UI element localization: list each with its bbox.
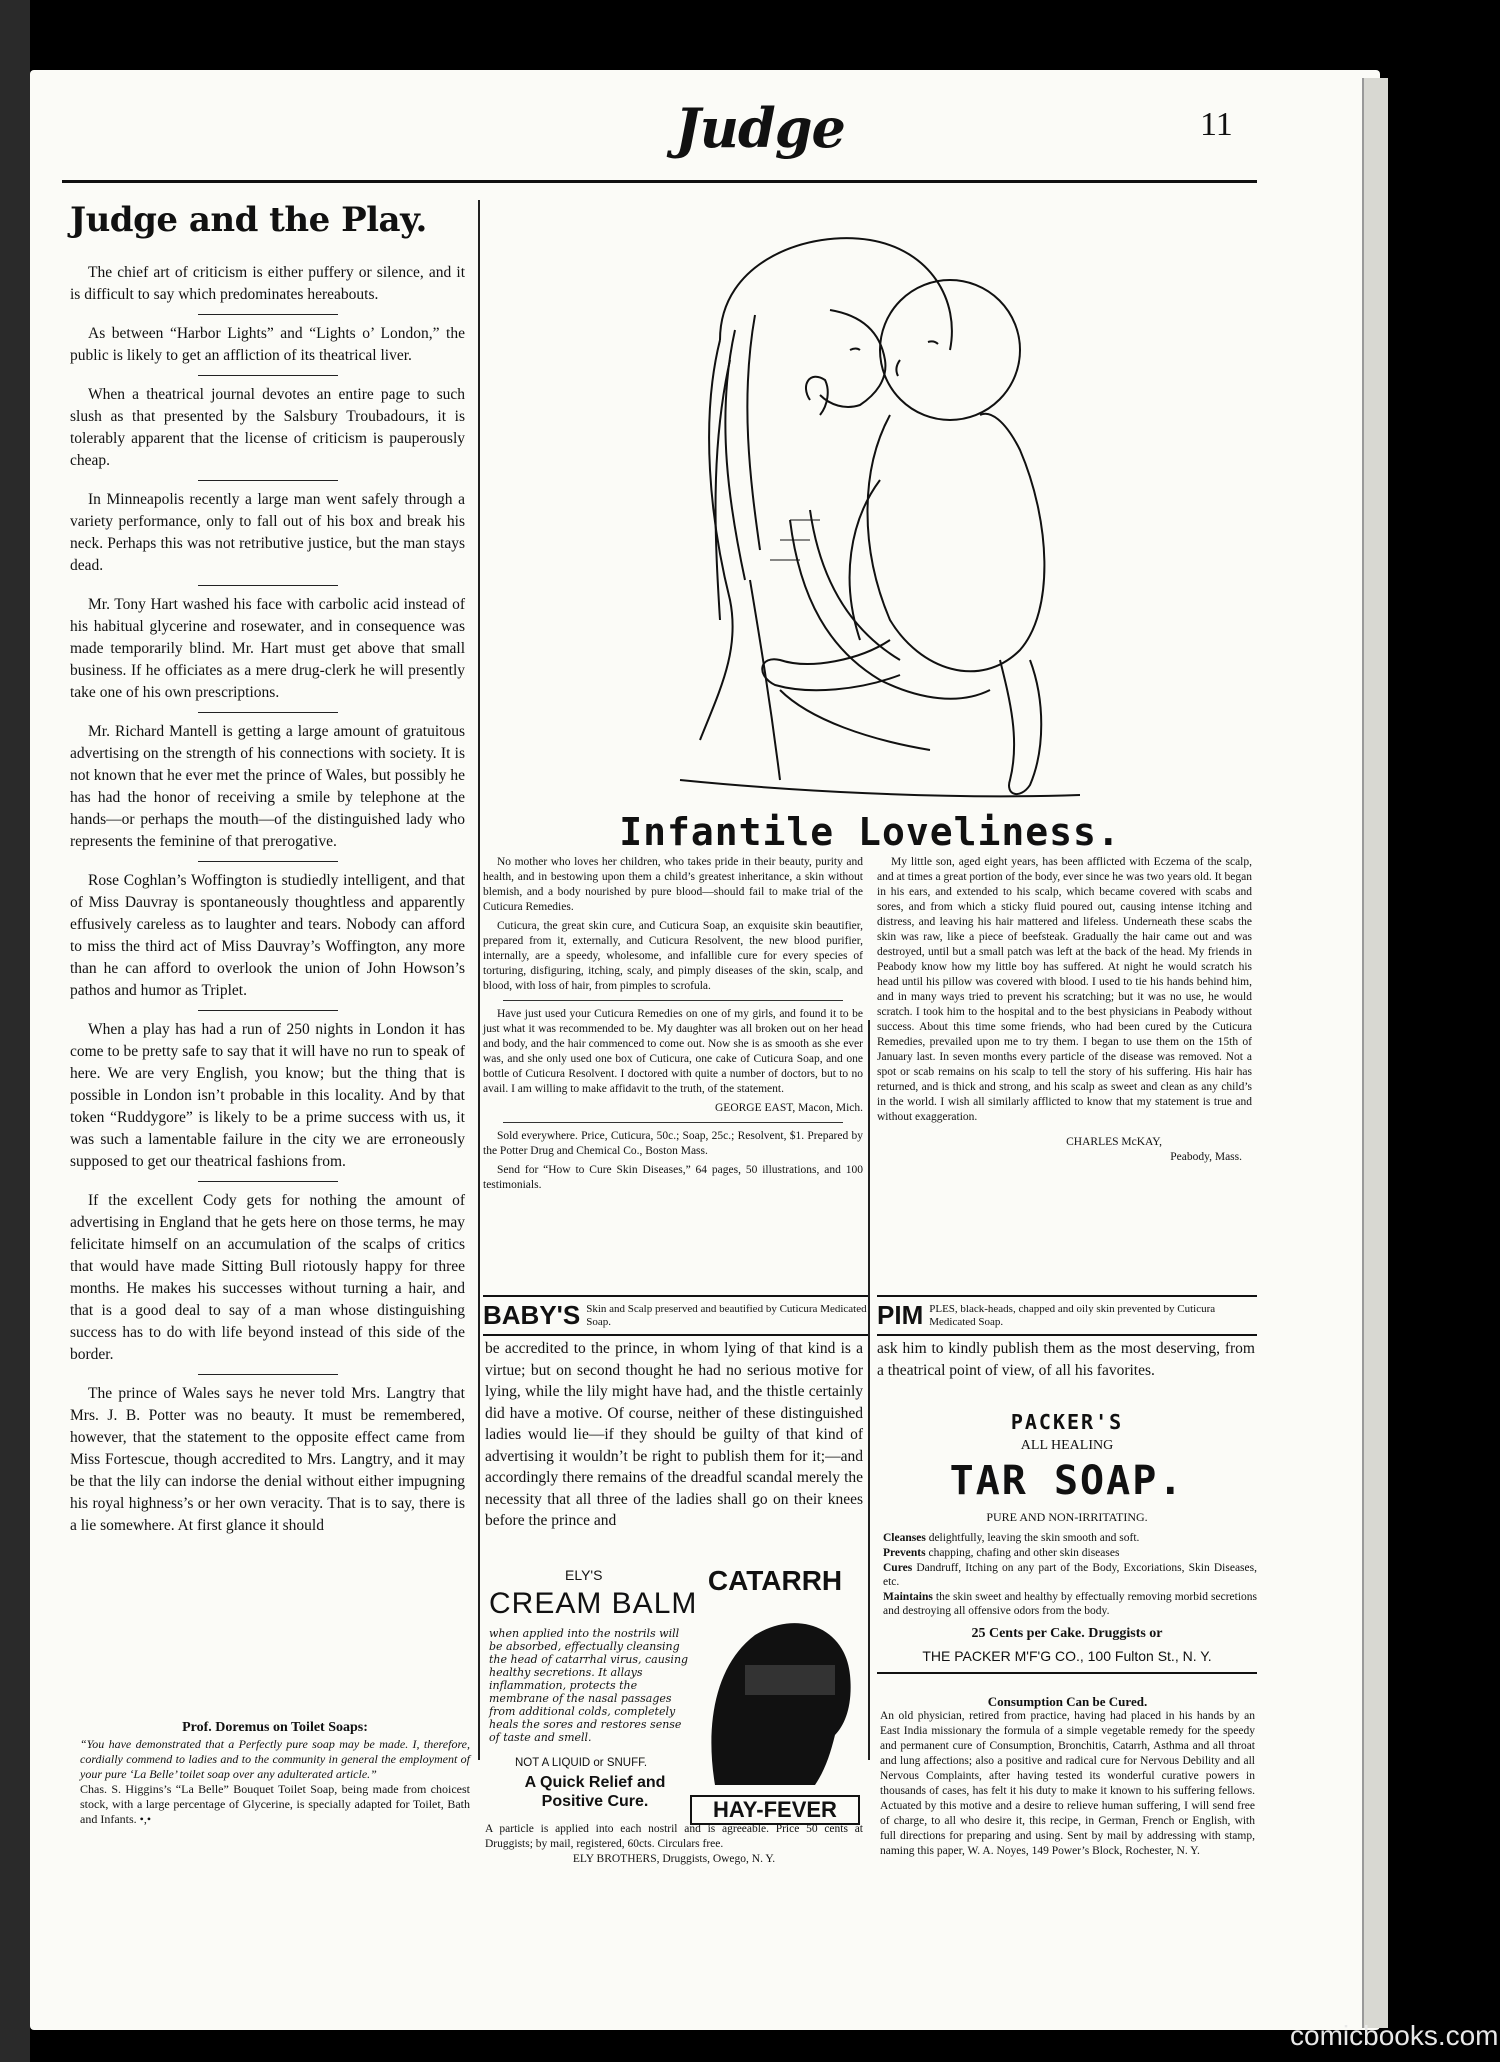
packer-benefit: Maintains the skin sweet and healthy by effectually removing morbid secretions and destroying all offensive odors from the body. — [883, 1591, 1257, 1617]
article-paragraph: If the excellent Cody gets for nothing the amount of advertising in England that he gets here on those terms, he may felicitate himself on an accumulation of the scalps of critics that would have made Sitting Bull riotously happy for three months. He makes his successes without turning a hair, and that is a good deal to say of a man whose distinguishing success has to do with life beyond instead of this side of the border. — [70, 1192, 465, 1363]
page-edge — [1362, 78, 1388, 2028]
packer-pure: PURE AND NON-IRRITATING. — [986, 1510, 1148, 1524]
article-paragraph: Mr. Richard Mantell is getting a large amount of gratuitous advertising on the strength of his connections with society. It is not known that he ever met the prince of Wales, but possibly he has had the honor of receiving a smile by telephone at the hands—or perhaps the mouth—of the distinguished lady who represents the feminine of that prerogative. — [70, 723, 465, 850]
article-paragraph: In Minneapolis recently a large man went safely through a variety performance, only to fall out of his box and break his neck. Perhaps this was not retributive justice, but the man stays dead. — [70, 491, 465, 574]
elys-footer — [485, 1822, 863, 1867]
masthead: Judge — [675, 96, 845, 160]
packer-address: THE PACKER M'F'G CO., 100 Fulton St., N. Y. — [922, 1648, 1212, 1664]
article-title: Judge and the Play. — [70, 200, 427, 240]
divider — [503, 1122, 843, 1123]
packer-benefits — [877, 1531, 1257, 1618]
divider — [198, 1374, 338, 1375]
testimonial-signature-name: CHARLES McKAY, — [1066, 1136, 1162, 1148]
article-paragraph: As between “Harbor Lights” and “Lights o’ London,” the public is likely to get an affliction of its theatrical liver. — [70, 325, 465, 364]
packers-tar-soap-ad — [877, 1410, 1257, 1678]
cuticura-sold: Sold everywhere. Price, Cuticura, 50c.; Soap, 25c.; Resolvent, $1. Prepared by the Potter Drug and Chemical Co., Boston Mass. — [483, 1130, 863, 1157]
doremus-soap-ad — [80, 1720, 470, 1827]
testimonial-signature: GEORGE EAST, Macon, Mich. — [715, 1102, 863, 1114]
babys-banner — [483, 1295, 868, 1336]
article-continuation-end: ask him to kindly publish them as the most deserving, from a theatrical point of view, of all his favorites. — [877, 1340, 1255, 1379]
packer-all-healing: ALL HEALING — [1020, 1438, 1114, 1453]
elys-footer-text: A particle is applied into each nostril and is agreeable. Price 50 cents at Druggists; by mail, registered, 60cts. Circulars free. — [485, 1823, 863, 1850]
consumption-ad — [880, 1694, 1255, 1859]
cuticura-right-column — [877, 855, 1252, 1165]
article-paragraph: Rose Coghlan’s Woffington is studiedly intelligent, and that of Miss Dauvray is spontaneously thoughtless and apparently effusively careless as to laughter and tears. Nobody can afford to miss the third act of Miss Dauvray’s Woffington, any more than he can afford to overlook the union of John Howson’s pathos and humor as Triplet. — [70, 872, 465, 999]
watermark: comicbooks.com — [1290, 2020, 1499, 2051]
hay-fever-banner: HAY-FEVER — [690, 1795, 860, 1825]
pim-word: PIM — [877, 1300, 924, 1330]
column-rule — [478, 200, 480, 1760]
cuticura-left-column — [483, 855, 863, 1197]
elys-not-liquid: NOT A LIQUID or SNUFF. — [515, 1757, 648, 1769]
pim-text: PLES, black-heads, chapped and oily skin prevented by Cuticura Medicated Soap. — [929, 1302, 1216, 1328]
cuticura-paragraph: No mother who loves her children, who takes pride in their beauty, purity and health, and in bestowing upon them a child’s greatest inheritance, a skin without blemish, and a body nourished by pure blood—should fail to make trial of the Cuticura Remedies. — [483, 856, 863, 913]
testimonial-signature-place: Peabody, Mass. — [1170, 1151, 1242, 1163]
elys-cream-balm-ad — [485, 1565, 863, 1822]
elys-product: CREAM BALM — [489, 1587, 698, 1620]
packer-name: PACKER'S — [1010, 1410, 1124, 1434]
packer-product: TAR SOAP. — [949, 1458, 1185, 1504]
article-paragraph: The chief art of criticism is either puffery or silence, and it is difficult to say which predominates hereabouts. — [70, 264, 465, 303]
divider — [198, 861, 338, 862]
elys-address: ELY BROTHERS, Druggists, Owego, N. Y. — [572, 1853, 776, 1865]
divider — [198, 1181, 338, 1182]
doremus-title: Prof. Doremus on Toilet Soaps: — [182, 1720, 368, 1735]
article-continuation: be accredited to the prince, in whom lying of that kind is a virtue; but on second thought he had no serious motive for lying, while the lily might have had, and the thistle certainly did have a motive. Of course, neither of these distinguished ladies would lie—if they should be guilty of that kind of advertising it wouldn’t be right to publish them for it;—and accordingly there remains of the dreadful scandal merely the necessity that all three of the ladies shall go on their knees before the prince and — [485, 1340, 863, 1529]
header-rule — [62, 180, 1257, 183]
pimples-banner — [877, 1295, 1257, 1336]
divider — [198, 1010, 338, 1011]
consumption-body: An old physician, retired from practice, having had placed in his hands by an East India missionary the formula of a simple vegetable remedy for the speedy and permanent cure of Consumption, Bronchitis, Catarrh, Asthma and all throat and lung affections; also a positive and radical cure for Nervous Debility and all Nervous Complaints, after having tested its wonderful curative powers in thousands of cases, has felt it his duty to make it known to his suffering fellows. Actuated by this motive and a desire to relieve human suffering, I will send free of charge, to all who desire it, this recipe, in German, French or English, with full directions for preparing and using. Sent by mail by addressing with stamp, naming this paper, W. A. Noyes, 149 Power’s Block, Rochester, N. Y. — [880, 1710, 1255, 1857]
cuticura-testimonial: My little son, aged eight years, has been afflicted with Eczema of the scalp, and at times a great portion of the body, ever since he was two years old. It began in his ears, and extended to his scalp, which became covered with scabs and sores, and from which a sticky fluid poured out, causing intense itching and distress, and leaving his hair mattered and lifeless. Underneath these scabs the skin was raw, like a piece of beefsteak. Gradually the hair came out and was destroyed, until but a small patch was left at the back of the head. My friends in Peabody know how my little boy has suffered. At night he would scratch his head until his pillow was covered with blood. I used to tie his hands behind him, and in many ways tried to prevent his scratching; but it was no use, he would scratch. I took him to the hospital and to the best physicians in Peabody without success. About this time some friends, who had been cured by the Cuticura Remedies, prevailed upon me to try them. I began to use them on the 15th of January last. In seven months every particle of the disease was removed. Not a spot or scab remains on his scalp to tell the story of his suffering. His hair has returned, and is thick and strong, and his scalp as sweet and clean as any child’s in the world. I wish all similarly afflicted to know that my statement is true and without exaggeration. — [877, 856, 1252, 1123]
packer-benefit: Cures Dandruff, Itching on any part of the Body, Excoriations, Skin Diseases, etc. — [883, 1562, 1257, 1588]
scan-left-margin — [0, 0, 30, 2062]
packer-benefit: Cleanses delightfully, leaving the skin smooth and soft. — [883, 1532, 1140, 1544]
article-paragraph: When a theatrical journal devotes an entire page to such slush as that presented by the Salsbury Troubadours, it is tolerably apparent that the license of criticism is pauperously cheap. — [70, 386, 465, 469]
doremus-quote: “You have demonstrated that a Perfectly pure soap may be made. I, therefore, cordially commend to ladies and to the community in general the employment of your pure ‘La Belle’ toilet soap over any adulterated article.” — [80, 1737, 470, 1781]
doremus-body: Chas. S. Higgins’s “La Belle” Bouquet Toilet Soap, being made from choicest stock, with a large percentage of Glycerine, is specially adapted for Toilet, Bath and Infants. •,• — [80, 1782, 470, 1826]
elys-description: when applied into the nostrils will be absorbed, effectually cleansing the head of catarrhal virus, causing healthy secretions. It allays inflammation, protects the membrane of the nasal passages from additional colds, completely heals the sores and restores sense of taste and smell. — [489, 1627, 689, 1744]
elys-name: ELY'S — [565, 1567, 603, 1583]
divider — [198, 480, 338, 481]
article-paragraph: Mr. Tony Hart washed his face with carbolic acid instead of his habitual glycerine and rosewater, and in consequence was made temporarily blind. Mr. Hart must get above that small business. If he officiates as a mere drug-clerk he will presently take one of his own prescriptions. — [70, 596, 465, 701]
packer-price: 25 Cents per Cake. Druggists or — [971, 1626, 1163, 1641]
divider — [198, 314, 338, 315]
divider — [198, 712, 338, 713]
consumption-title: Consumption Can be Cured. — [987, 1694, 1148, 1709]
infantile-loveliness-title: Infantile Loveliness. — [619, 810, 1121, 854]
cuticura-testimonial: Have just used your Cuticura Remedies on one of my girls, and found it to be just what it was recommended to be. My daughter was all broken out on her head and body, and the hair commenced to come out. Now she is as smooth as she ever was, and she only used one box of Cuticura, one cake of Cuticura Soap, and one bottle of Cuticura Resolvent. I doctored with quite a number of doctors, but to no avail. I am willing to make affidavit to the truth, of the statement. — [483, 1008, 863, 1095]
divider — [503, 1000, 843, 1001]
column-rule — [868, 1020, 870, 1300]
article-paragraph: The prince of Wales says he never told Mrs. Langtry that Mrs. J. B. Potter was no beauty. It must be remembered, however, that the statement to the opposite effect came from Miss Fortescue, though accredited to Mrs. Langtry, and it may be that the lily can indorse the denial without either impugning his royal highness’s or her own veracity. That is to say, there is a lie somewhere. At first glance it should — [70, 1385, 465, 1534]
head-profile-icon — [695, 1605, 855, 1790]
divider — [198, 585, 338, 586]
article-paragraph: When a play has had a run of 250 nights in London it has come to be pretty safe to say that it will have no run to speak of here. We are very English, you know; but the thing that is possible in London isn’t probable in this locality. And by that token “Ruddygore” is likely to be a prime success with us, it was such a lamentable failure in the city we are erroneously supposed to get our theatrical fashions from. — [70, 1021, 465, 1170]
page-number: 11 — [1200, 106, 1233, 143]
cuticura-paragraph: Cuticura, the great skin cure, and Cuticura Soap, an exquisite skin beautifier, prepared from it, externally, and Cuticura Resolvent, the new blood purifier, internally, are a speedy, wholesome, and infallible cure for every species of torturing, disfiguring, itching, scaly, and pimply diseases of the skin, scalp, and blood, with loss of hair, from pimples to scrofula. — [483, 920, 863, 992]
babys-text: Skin and Scalp preserved and beautified by Cuticura Medicated Soap. — [586, 1302, 867, 1328]
catarrh-heading: CATARRH — [707, 1565, 843, 1596]
elys-quick-relief: A Quick Relief and Positive Cure. — [524, 1774, 666, 1810]
column-rule — [868, 1300, 870, 1760]
divider — [198, 375, 338, 376]
column-judge-and-the-play — [70, 200, 465, 1545]
packer-benefit: Prevents chapping, chafing and other skin diseases — [883, 1547, 1120, 1559]
mother-and-baby-illustration — [660, 220, 1080, 810]
divider — [877, 1672, 1257, 1674]
babys-word: BABY'S — [483, 1300, 581, 1330]
cuticura-send: Send for “How to Cure Skin Diseases,” 64 pages, 50 illustrations, and 100 testimonials. — [483, 1164, 863, 1191]
